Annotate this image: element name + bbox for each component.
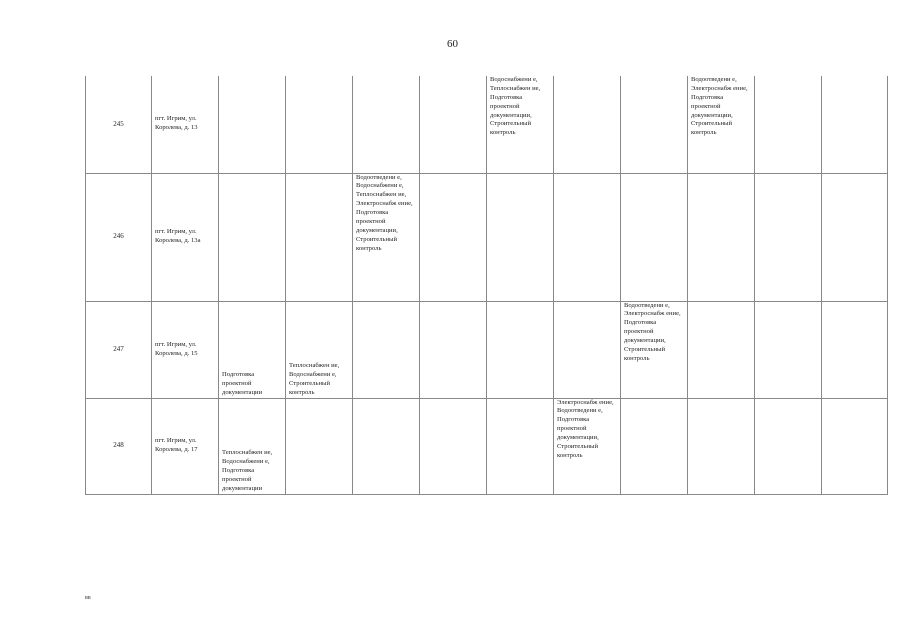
table-cell	[420, 301, 487, 398]
table-cell	[219, 173, 286, 301]
row-number-cell: 246	[86, 173, 152, 301]
table-cell	[621, 76, 688, 173]
table-cell	[487, 301, 554, 398]
table-cell	[822, 301, 888, 398]
table-cell	[755, 301, 822, 398]
table-cell	[688, 398, 755, 494]
table-row	[86, 173, 888, 301]
row-number-cell: 247	[86, 301, 152, 398]
table-cell	[353, 301, 420, 398]
table-cell	[755, 173, 822, 301]
table-cell	[554, 76, 621, 173]
table-cell: Подготовка проектной документации	[219, 301, 286, 398]
table-cell: Водоотведени е, Электроснабж ение, Подготовка проектной документации, Строительный контроль	[688, 76, 755, 173]
works-table	[85, 76, 888, 495]
table-cell	[286, 76, 353, 173]
table-cell	[487, 173, 554, 301]
table-cell	[286, 398, 353, 494]
table-cell	[353, 398, 420, 494]
table-cell	[353, 76, 420, 173]
table-cell	[822, 398, 888, 494]
row-number-cell: 245	[86, 76, 152, 173]
table-cell	[286, 173, 353, 301]
table-row	[86, 301, 888, 398]
page-number: 60	[447, 38, 458, 50]
table-cell	[822, 173, 888, 301]
table-cell	[487, 398, 554, 494]
table-row	[86, 398, 888, 494]
address-cell: пгт. Игрим, ул. Королева, д. 17	[152, 398, 219, 494]
footer-mark: вв	[85, 595, 91, 601]
address-cell: пгт. Игрим, ул. Королева, д. 15	[152, 301, 219, 398]
table-cell	[688, 173, 755, 301]
table-cell: Водоотведени е, Водоснабжени е, Теплоснабжен ие, Электроснабж ение, Подготовка проектной документации, Строительный контроль	[353, 173, 420, 301]
table-cell	[621, 173, 688, 301]
address-cell: пгт. Игрим, ул. Королева, д. 13	[152, 76, 219, 173]
table-cell: Теплоснабжен ие, Водоснабжени е, Подготовка проектной документации	[219, 398, 286, 494]
table-cell	[621, 398, 688, 494]
table-cell	[420, 173, 487, 301]
table-cell	[420, 398, 487, 494]
table-cell	[219, 76, 286, 173]
table-cell	[688, 301, 755, 398]
table-row	[86, 76, 888, 173]
table-cell	[755, 398, 822, 494]
row-number-cell: 248	[86, 398, 152, 494]
table-cell	[755, 76, 822, 173]
address-cell: пгт. Игрим, ул. Королева, д. 13а	[152, 173, 219, 301]
table-cell: Теплоснабжен ие, Водоснабжени е, Строительный контроль	[286, 301, 353, 398]
table-cell	[822, 76, 888, 173]
table-cell	[554, 173, 621, 301]
table-cell: Электроснабж ение, Водоотведени е, Подготовка проектной документации, Строительный контроль	[554, 398, 621, 494]
table-cell: Водоснабжени е, Теплоснабжен ие, Подготовка проектной документации, Строительный контроль	[487, 76, 554, 173]
table-cell	[420, 76, 487, 173]
table-cell	[554, 301, 621, 398]
table-cell: Водоотведени е, Электроснабж ение, Подготовка проектной документации, Строительный контроль	[621, 301, 688, 398]
